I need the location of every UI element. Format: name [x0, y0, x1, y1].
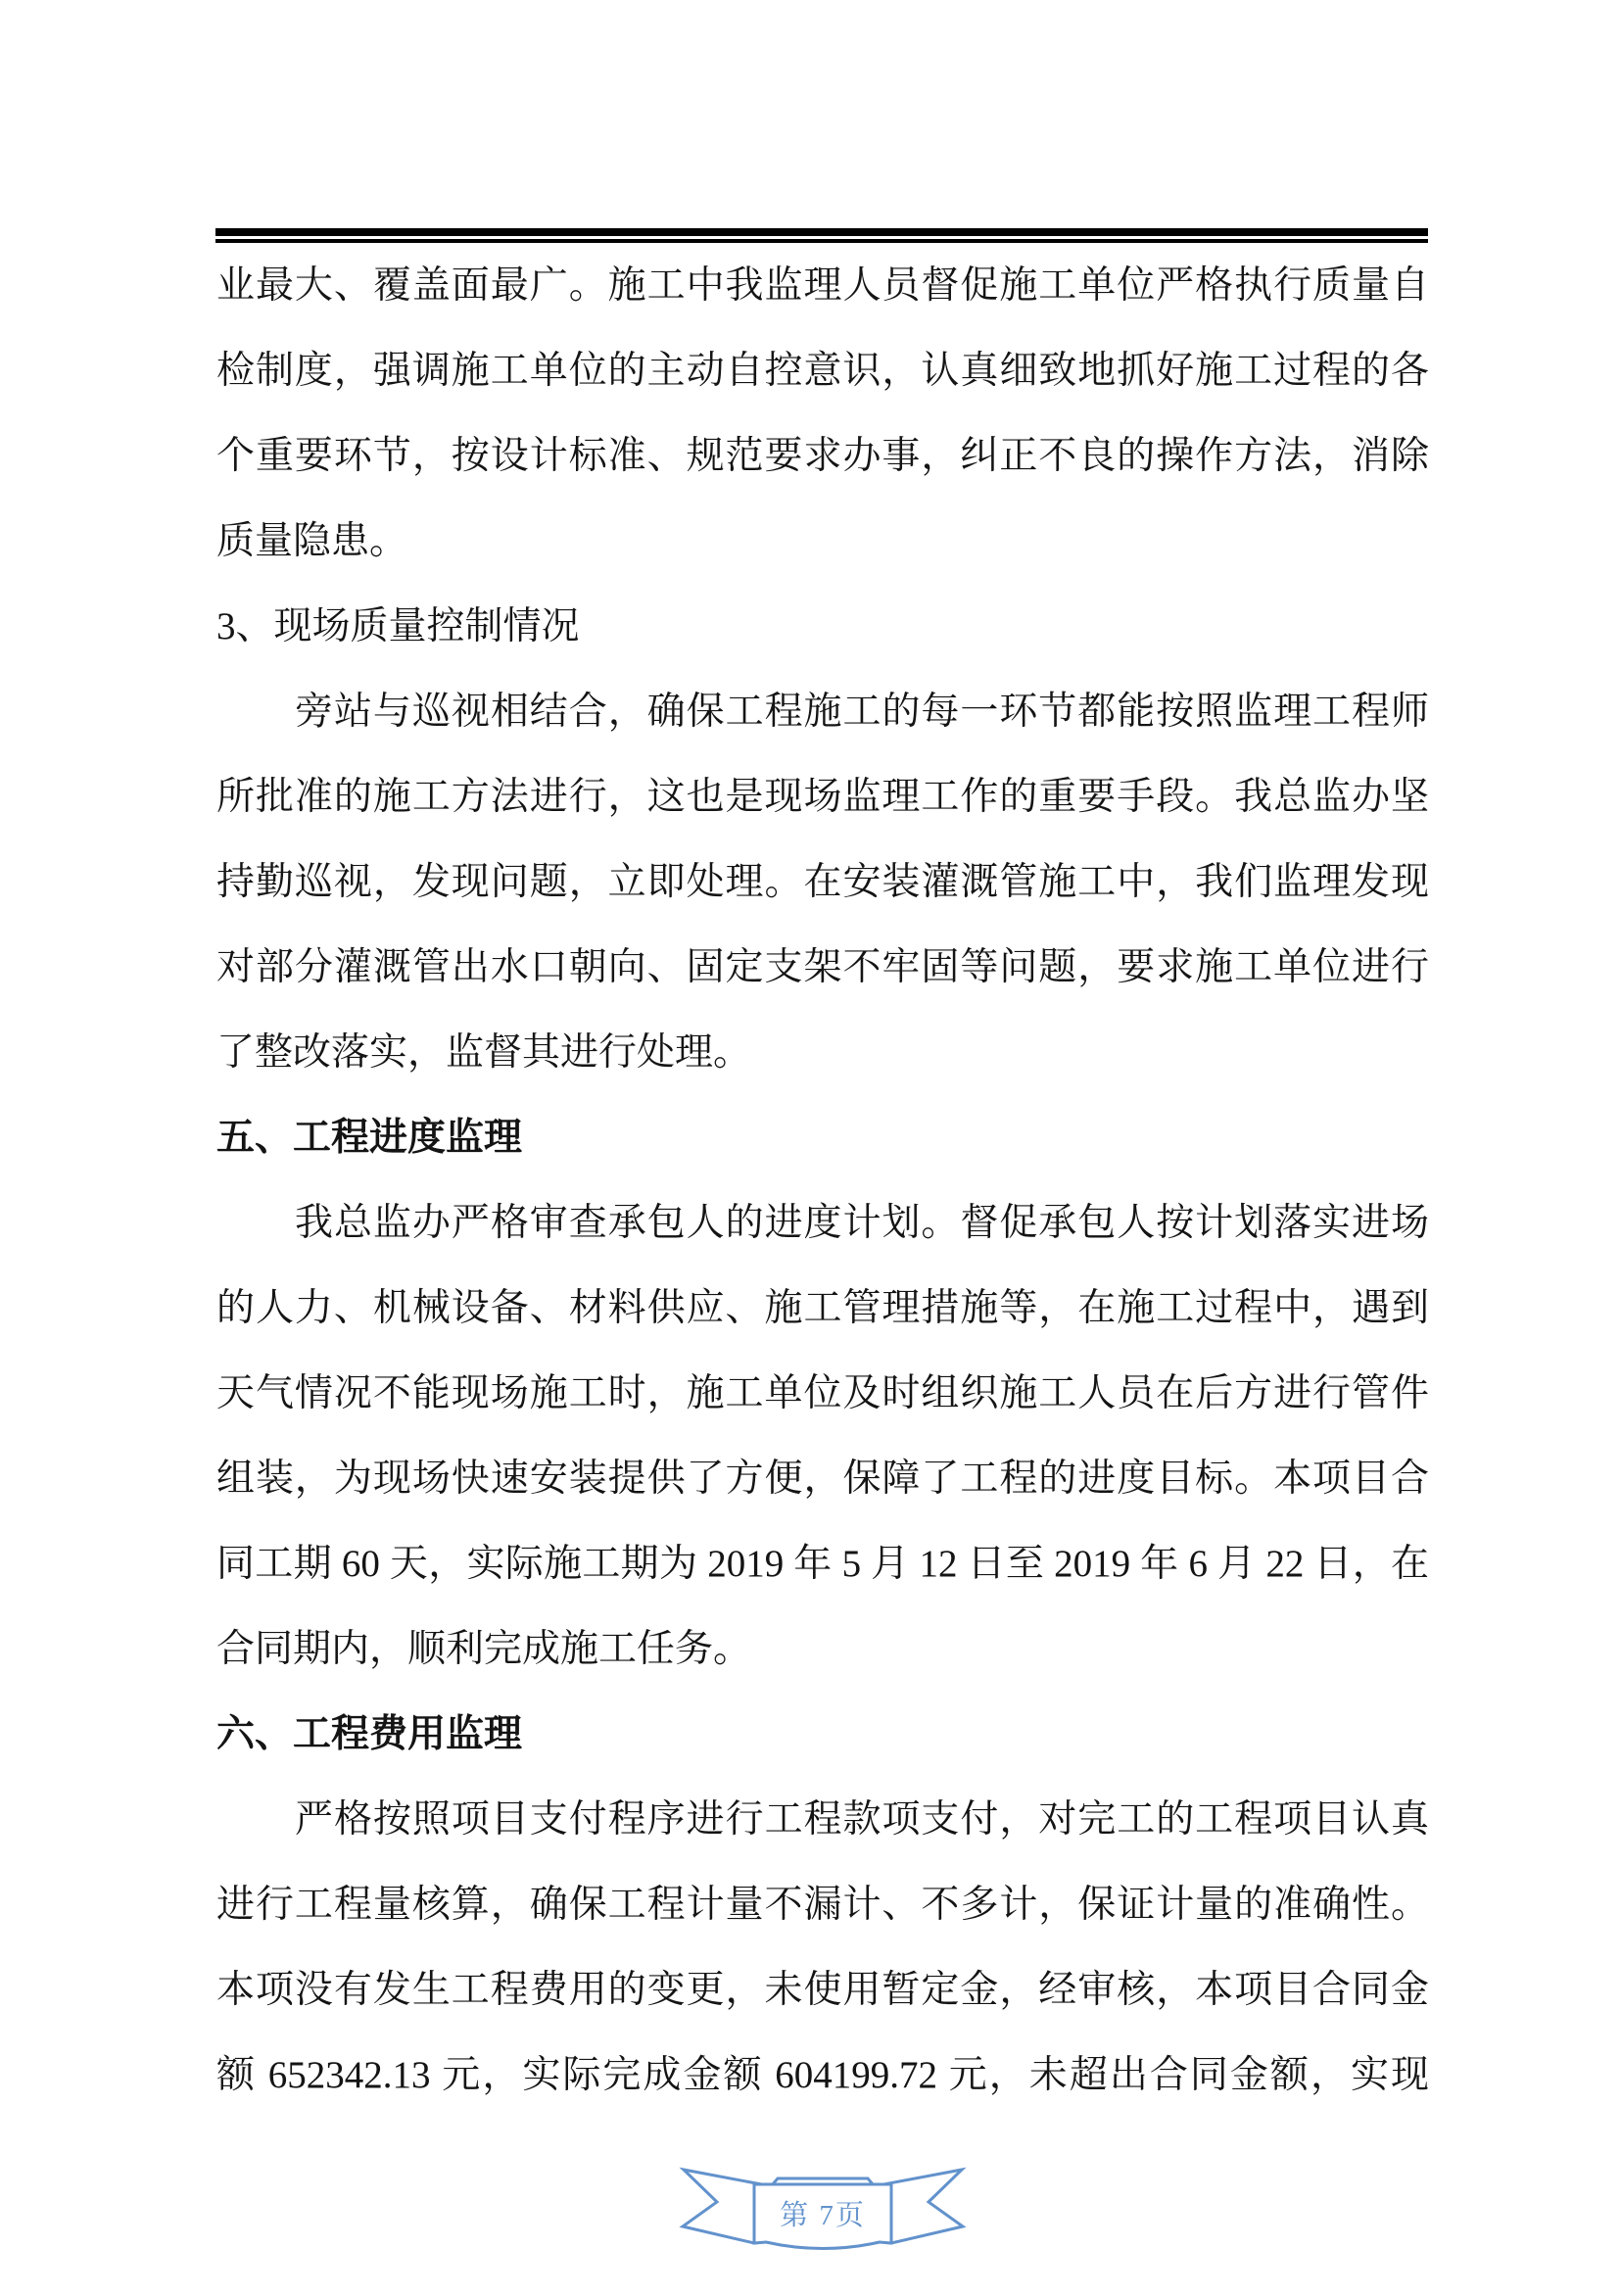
text-line: 所批准的施工方法进行，这也是现场监理工作的重要手段。我总监办坚	[216, 776, 1429, 818]
text-line: 天气情况不能现场施工时，施工单位及时组织施工人员在后方进行管件	[216, 1372, 1429, 1414]
text-line: 组装，为现场快速安装提供了方便，保障了工程的进度目标。本项目合	[216, 1458, 1429, 1500]
text-line: 旁站与巡视相结合，确保工程施工的每一环节都能按照监理工程师	[295, 691, 1429, 733]
text-line: 额 652342.13 元，实际完成金额 604199.72 元，未超出合同金额，实现	[216, 2054, 1429, 2096]
document-body	[216, 243, 1429, 2118]
text-line: 检制度，强调施工单位的主动自控意识，认真细致地抓好施工过程的各	[216, 350, 1429, 392]
text-line: 同工期 60 天，实际施工期为 2019 年 5 月 12 日至 2019 年 6 月 22 日，在	[216, 1543, 1429, 1585]
page-number-label: 第 7页	[780, 2200, 866, 2231]
text-line: 合同期内，顺利完成施工任务。	[216, 1628, 752, 1670]
page-footer	[673, 2160, 967, 2291]
text-line: 的人力、机械设备、材料供应、施工管理措施等，在施工过程中，遇到	[216, 1287, 1429, 1329]
section-heading-6: 六、工程费用监理	[216, 1713, 523, 1755]
text-line: 业最大、覆盖面最广。施工中我监理人员督促施工单位严格执行质量自	[216, 264, 1429, 307]
header-double-rule	[215, 228, 1428, 243]
text-line: 质量隐患。	[216, 520, 408, 562]
text-line: 了整改落实，监督其进行处理。	[216, 1031, 752, 1074]
text-line: 个重要环节，按设计标准、规范要求办事，纠正不良的操作方法，消除	[216, 435, 1429, 477]
page-number-ribbon-icon	[673, 2160, 967, 2291]
text-line: 对部分灌溉管出水口朝向、固定支架不牢固等问题，要求施工单位进行	[216, 946, 1429, 988]
section-heading-5: 五、工程进度监理	[216, 1117, 523, 1159]
text-line: 严格按照项目支付程序进行工程款项支付，对完工的工程项目认真	[295, 1798, 1429, 1841]
text-line: 持勤巡视，发现问题，立即处理。在安装灌溉管施工中，我们监理发现	[216, 861, 1429, 903]
subsection-heading: 3、现场质量控制情况	[216, 605, 580, 647]
text-line: 我总监办严格审查承包人的进度计划。督促承包人按计划落实进场	[295, 1202, 1429, 1244]
text-line: 进行工程量核算，确保工程计量不漏计、不多计，保证计量的准确性。	[216, 1884, 1429, 1926]
text-line: 本项没有发生工程费用的变更，未使用暂定金，经审核，本项目合同金	[216, 1969, 1429, 2011]
